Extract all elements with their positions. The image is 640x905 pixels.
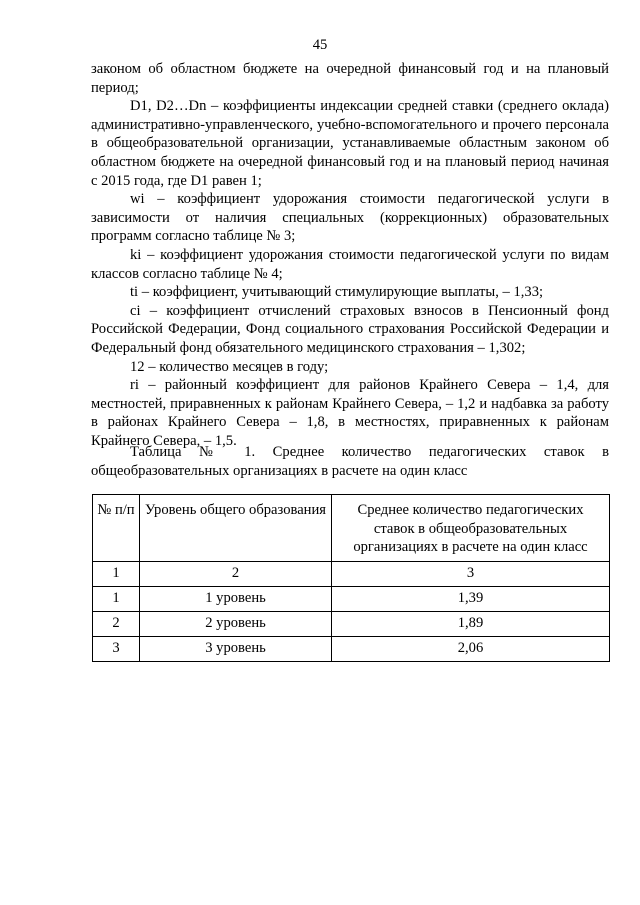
paragraph: ti – коэффициент, учитывающий стимулирующие выплаты, – 1,33; (130, 284, 544, 301)
paragraph: 12 – количество месяцев в году; (130, 358, 329, 375)
data-table (92, 494, 610, 662)
table-row (93, 611, 610, 636)
table-cell: 2 уровень (140, 611, 332, 636)
table-cell: 2 (93, 611, 140, 636)
paragraph: D1, D2…Dn – коэффициенты индексации средней ставки (среднего оклада) административно-управленческого, учебно-вспомогательного и прочего персонала в общеобразовательной организации, устанавливаемые областным законом об областном бюджете на очередной финансовый год и на плановый период начиная с 2015 года, где D1 равен 1; (91, 98, 609, 189)
table-row (93, 561, 610, 586)
paragraph: ci – коэффициент отчислений страховых взносов в Пенсионный фонд Российской Федерации, Фонд социального страхования Российской Федерации и Федеральный фонд обязательного медицинского страхования – 1,302; (91, 302, 609, 356)
table-caption (91, 443, 609, 480)
table-cell: 2,06 (332, 636, 610, 661)
paragraph: wi – коэффициент удорожания стоимости педагогической услуги в зависимости от наличия специальных (коррекционных) образовательных программ согласно таблице № 3; (91, 191, 609, 245)
header-cell-number: № п/п (93, 495, 140, 562)
table-row (93, 636, 610, 661)
paragraph: ki – коэффициент удорожания стоимости педагогической услуги по видам классов согласно таблице № 4; (91, 246, 609, 282)
header-cell-level: Уровень общего образования (140, 495, 332, 562)
table-caption-text: Таблица № 1. Среднее количество педагогических ставок в общеобразовательных организациях в расчете на один класс (91, 444, 609, 479)
paragraph: законом об областном бюджете на очередной финансовый год и на плановый период; (91, 61, 609, 96)
page-number: 45 (312, 37, 328, 53)
table-cell: 1,39 (332, 586, 610, 611)
table-cell: 1 (93, 586, 140, 611)
paragraph: ri – районный коэффициент для районов Крайнего Севера – 1,4, для местностей, приравненных к районам Крайнего Севера, – 1,2 и надбавка за работу в районах Крайнего Севера – 1,8, в местностях, приравненных к районам Крайнего Севера, – 1,5. (91, 377, 609, 449)
header-cell-rates: Среднее количество педагогических ставок в общеобразовательных организациях в расчете на один класс (332, 495, 610, 562)
table-cell: 3 (332, 561, 610, 586)
table-cell: 1,89 (332, 611, 610, 636)
table-row (93, 586, 610, 611)
body-text (91, 60, 609, 450)
table-cell: 2 (140, 561, 332, 586)
table-cell: 3 уровень (140, 636, 332, 661)
table-cell: 1 уровень (140, 586, 332, 611)
table-cell: 3 (93, 636, 140, 661)
table-cell: 1 (93, 561, 140, 586)
table-header-row (93, 495, 610, 562)
